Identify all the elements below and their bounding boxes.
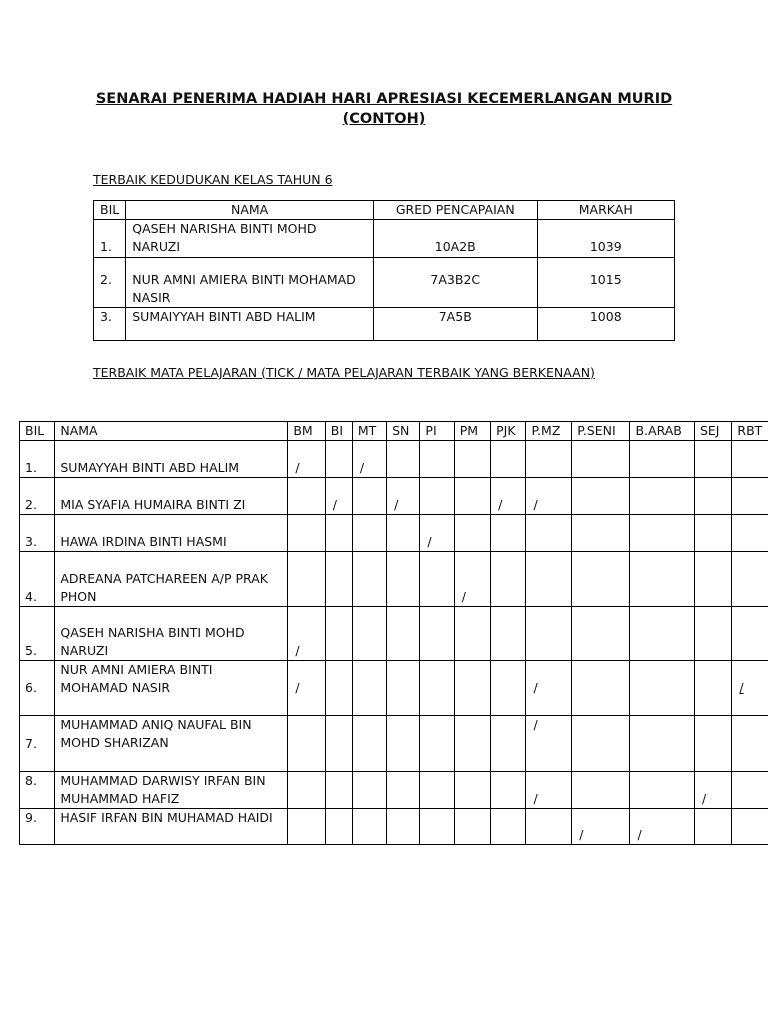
tick-cell-mt [352, 441, 386, 478]
tick-cell-pmz [526, 478, 572, 515]
tick-cell-mt [352, 661, 386, 716]
tick-cell-pm [454, 772, 490, 809]
tick-cell-rbt [732, 552, 768, 607]
row-nama: SUMAYYAH BINTI ABD HALIM [55, 441, 288, 478]
tick-cell-barab [630, 772, 694, 809]
tick-cell-sn [387, 661, 420, 716]
tick-cell-sej [694, 515, 731, 552]
tick-cell-pi [420, 478, 454, 515]
tick-mark: / [295, 680, 300, 695]
row-markah: 1039 [537, 220, 675, 258]
table-row [20, 607, 768, 661]
tick-cell-mt [352, 515, 386, 552]
header-pmz: P.MZ [526, 422, 572, 441]
header-pi: PI [420, 422, 454, 441]
row-nama: MIA SYAFIA HUMAIRA BINTI ZI [55, 478, 288, 515]
tick-cell-pi [420, 515, 454, 552]
tick-mark: / [533, 791, 538, 806]
tick-cell-mt [352, 478, 386, 515]
title-line-1: SENARAI PENERIMA HADIAH HARI APRESIASI KECEMERLANGAN MURID [95, 91, 673, 107]
header-nama: NAMA [55, 422, 288, 441]
table-row [20, 809, 768, 845]
tick-cell-pjk [491, 607, 526, 661]
table-row [20, 478, 768, 515]
section2-heading: TERBAIK MATA PELAJARAN (TICK / MATA PELAJARAN TERBAIK YANG BERKENAAN) [93, 365, 595, 380]
row-nama: NUR AMNI AMIERA BINTI MOHAMAD NASIR [55, 661, 288, 716]
header-pjk: PJK [491, 422, 526, 441]
tick-cell-pjk [491, 552, 526, 607]
header-bi: BI [325, 422, 352, 441]
header-nama: NAMA [126, 201, 374, 220]
header-bm: BM [288, 422, 325, 441]
tick-cell-pseni [572, 661, 630, 716]
tick-cell-sn [387, 607, 420, 661]
tick-cell-bi [325, 809, 352, 845]
tick-mark: / [295, 643, 300, 658]
row-nama: HAWA IRDINA BINTI HASMI [55, 515, 288, 552]
subject-excellence-table [19, 421, 768, 845]
tick-cell-pm [454, 552, 490, 607]
tick-cell-bm [288, 809, 325, 845]
tick-cell-sej [694, 772, 731, 809]
row-bil: 2. [20, 478, 55, 515]
tick-mark: / [637, 827, 642, 842]
tick-mark: / [394, 497, 399, 512]
tick-mark: / [701, 791, 707, 806]
tick-cell-pseni [572, 552, 630, 607]
tick-cell-sn [387, 552, 420, 607]
tick-cell-pm [454, 441, 490, 478]
tick-cell-sej [694, 661, 731, 716]
tick-mark: / [533, 680, 538, 695]
tick-cell-pm [454, 607, 490, 661]
tick-cell-sej [694, 441, 731, 478]
tick-cell-rbt [732, 809, 768, 845]
row-bil: 7. [20, 716, 55, 772]
row-nama: MUHAMMAD DARWISY IRFAN BIN MUHAMMAD HAFIZ [55, 772, 288, 809]
tick-cell-pjk [491, 772, 526, 809]
tick-cell-sej [694, 552, 731, 607]
tick-cell-pseni [572, 478, 630, 515]
tick-cell-bm [288, 661, 325, 716]
tick-cell-bm [288, 552, 325, 607]
tick-cell-pjk [491, 441, 526, 478]
tick-cell-sn [387, 515, 420, 552]
tick-cell-mt [352, 772, 386, 809]
tick-cell-bm [288, 716, 325, 772]
row-bil: 9. [20, 809, 55, 845]
header-bil: BIL [20, 422, 55, 441]
header-rbt: RBT [732, 422, 768, 441]
table-header-row [20, 422, 768, 441]
tick-mark: / [332, 497, 337, 512]
tick-cell-barab [630, 809, 694, 845]
tick-mark: / [359, 460, 365, 475]
header-pm: PM [454, 422, 490, 441]
tick-cell-sn [387, 441, 420, 478]
tick-cell-pjk [491, 661, 526, 716]
tick-cell-sn [387, 772, 420, 809]
row-nama: QASEH NARISHA BINTI MOHD NARUZI [55, 607, 288, 661]
header-barab: B.ARAB [630, 422, 694, 441]
tick-cell-bm [288, 515, 325, 552]
row-nama: ADREANA PATCHAREEN A/P PRAK PHON [55, 552, 288, 607]
tick-cell-mt [352, 552, 386, 607]
tick-cell-sn [387, 716, 420, 772]
tick-cell-barab [630, 552, 694, 607]
table-row [94, 308, 675, 341]
tick-cell-pseni [572, 716, 630, 772]
tick-cell-sej [694, 607, 731, 661]
tick-cell-pi [420, 716, 454, 772]
row-nama: HASIF IRFAN BIN MUHAMAD HAIDI [55, 809, 288, 845]
tick-cell-pseni [572, 515, 630, 552]
tick-cell-pjk [491, 809, 526, 845]
tick-cell-bm [288, 772, 325, 809]
table-row [20, 441, 768, 478]
tick-cell-pm [454, 661, 490, 716]
tick-mark: / [533, 497, 538, 512]
row-nama: SUMAIYYAH BINTI ABD HALIM [126, 308, 374, 341]
header-gred: GRED PENCAPAIAN [374, 201, 537, 220]
tick-cell-pm [454, 478, 490, 515]
tick-cell-barab [630, 515, 694, 552]
tick-cell-rbt [732, 716, 768, 772]
tick-cell-bm [288, 441, 325, 478]
tick-cell-pmz [526, 441, 572, 478]
row-gred: 10A2B [374, 220, 537, 258]
table-row [20, 716, 768, 772]
header-markah: MARKAH [537, 201, 675, 220]
tick-cell-bi [325, 441, 352, 478]
tick-cell-pi [420, 607, 454, 661]
row-nama: NUR AMNI AMIERA BINTI MOHAMAD NASIR [126, 258, 374, 308]
header-bil: BIL [94, 201, 126, 220]
tick-cell-bi [325, 515, 352, 552]
tick-cell-sn [387, 809, 420, 845]
tick-cell-pjk [491, 716, 526, 772]
tick-cell-pm [454, 809, 490, 845]
tick-cell-pjk [491, 515, 526, 552]
tick-cell-pi [420, 441, 454, 478]
tick-cell-bi [325, 772, 352, 809]
tick-mark: / [579, 827, 584, 842]
table-row [20, 515, 768, 552]
tick-mark: / [739, 680, 744, 695]
row-markah: 1015 [537, 258, 675, 308]
tick-cell-sej [694, 809, 731, 845]
tick-cell-pmz [526, 661, 572, 716]
row-bil: 1. [94, 220, 126, 258]
tick-cell-pseni [572, 809, 630, 845]
table-row [20, 552, 768, 607]
tick-cell-rbt [732, 478, 768, 515]
tick-cell-mt [352, 607, 386, 661]
tick-cell-bi [325, 661, 352, 716]
tick-cell-sej [694, 716, 731, 772]
tick-mark: / [295, 460, 300, 475]
tick-cell-rbt [732, 607, 768, 661]
tick-cell-barab [630, 661, 694, 716]
tick-cell-bi [325, 716, 352, 772]
tick-cell-rbt [732, 441, 768, 478]
table-row [20, 772, 768, 809]
row-gred: 7A3B2C [374, 258, 537, 308]
tick-cell-barab [630, 716, 694, 772]
tick-cell-pmz [526, 515, 572, 552]
header-sn: SN [387, 422, 420, 441]
tick-cell-pm [454, 716, 490, 772]
tick-cell-pi [420, 809, 454, 845]
row-bil: 4. [20, 552, 55, 607]
header-pseni: P.SENI [572, 422, 630, 441]
table-row [94, 220, 675, 258]
document-title [0, 89, 768, 129]
tick-cell-pi [420, 661, 454, 716]
tick-cell-rbt [732, 772, 768, 809]
tick-cell-bi [325, 552, 352, 607]
tick-cell-pi [420, 772, 454, 809]
row-markah: 1008 [537, 308, 675, 341]
row-gred: 7A5B [374, 308, 537, 341]
tick-cell-pseni [572, 607, 630, 661]
header-sej: SEJ [694, 422, 731, 441]
tick-cell-pmz [526, 607, 572, 661]
tick-cell-mt [352, 716, 386, 772]
tick-cell-bi [325, 607, 352, 661]
tick-cell-mt [352, 809, 386, 845]
row-bil: 8. [20, 772, 55, 809]
class-ranking-table [93, 200, 675, 341]
row-bil: 5. [20, 607, 55, 661]
tick-cell-rbt [732, 661, 768, 716]
tick-cell-pmz [526, 716, 572, 772]
tick-cell-pm [454, 515, 490, 552]
tick-mark: / [498, 497, 503, 512]
row-bil: 6. [20, 661, 55, 716]
tick-cell-barab [630, 441, 694, 478]
tick-cell-pmz [526, 772, 572, 809]
tick-cell-sej [694, 478, 731, 515]
row-nama: MUHAMMAD ANIQ NAUFAL BIN MOHD SHARIZAN [55, 716, 288, 772]
table-row [94, 258, 675, 308]
table-row [20, 661, 768, 716]
tick-cell-pjk [491, 478, 526, 515]
tick-cell-bm [288, 607, 325, 661]
row-bil: 3. [94, 308, 126, 341]
tick-cell-bi [325, 478, 352, 515]
tick-mark: / [427, 534, 432, 549]
tick-mark: / [533, 717, 538, 732]
table-header-row [94, 201, 675, 220]
tick-cell-rbt [732, 515, 768, 552]
row-bil: 1. [20, 441, 55, 478]
row-bil: 3. [20, 515, 55, 552]
tick-cell-sn [387, 478, 420, 515]
tick-mark: / [461, 589, 466, 604]
row-nama: QASEH NARISHA BINTI MOHD NARUZI [126, 220, 374, 258]
tick-cell-barab [630, 478, 694, 515]
tick-cell-barab [630, 607, 694, 661]
tick-cell-pseni [572, 772, 630, 809]
tick-cell-bm [288, 478, 325, 515]
section1-heading: TERBAIK KEDUDUKAN KELAS TAHUN 6 [93, 172, 333, 187]
tick-cell-pi [420, 552, 454, 607]
row-bil: 2. [94, 258, 126, 308]
tick-cell-pmz [526, 552, 572, 607]
header-mt: MT [352, 422, 386, 441]
title-line-2: (CONTOH) [342, 111, 426, 127]
tick-cell-pmz [526, 809, 572, 845]
tick-cell-pseni [572, 441, 630, 478]
